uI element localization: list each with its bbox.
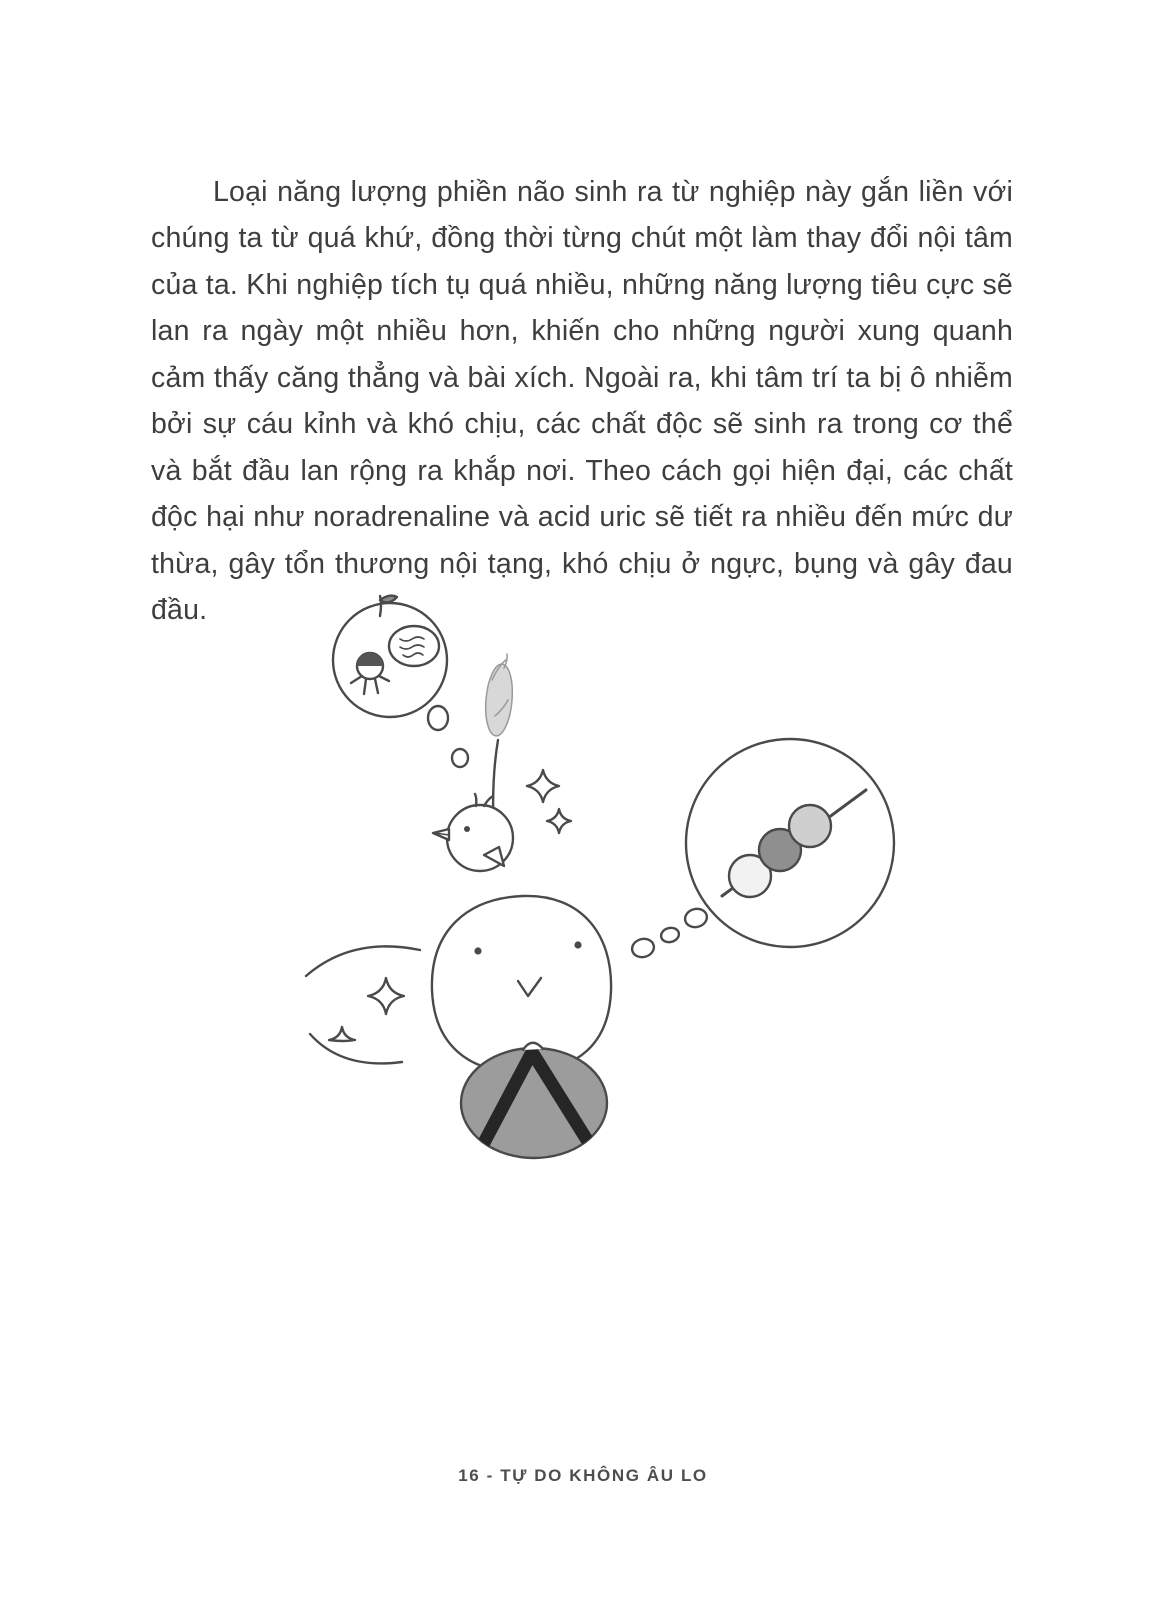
child-thought-bubble-icon <box>333 596 447 717</box>
body-paragraph: Loại năng lượng phiền não sinh ra từ nghiệp này gắn liền với chúng ta từ quá khứ, đồng thời từng chút một làm thay đổi nội tâm của ta. Khi nghiệp tích tụ quá nhiều, những năng lượng tiêu cực sẽ lan ra ngày một nhiều hơn, khiến cho những người xung quanh cảm thấy căng thẳng và bài xích. Ngoài ra, khi tâm trí ta bị ô nhiễm bởi sự cáu kỉnh và khó chịu, các chất độc sẽ sinh ra trong cơ thể và bắt đầu lan rộng ra khắp nơi. Theo cách gọi hiện đại, các chất độc hại như noradrenaline và acid uric sẽ tiết ra nhiều đến mức dư thừa, gây tổn thương nội tạng, khó chịu ở ngực, bụng và gây đau đầu. <box>151 175 1013 626</box>
speech-bubble-icon <box>389 626 439 666</box>
sparkle-star-icon <box>527 770 571 833</box>
thought-trail-right <box>630 907 709 960</box>
thought-trail-upleft <box>428 706 468 767</box>
dango-thought-bubble-icon <box>686 739 894 947</box>
page-footer: 16 - TỰ DO KHÔNG ÂU LO <box>458 1466 708 1485</box>
illustration <box>280 588 900 1170</box>
illustration-svg <box>280 588 900 1170</box>
bird-icon <box>433 794 513 871</box>
motion-swish-icon <box>306 946 420 1063</box>
